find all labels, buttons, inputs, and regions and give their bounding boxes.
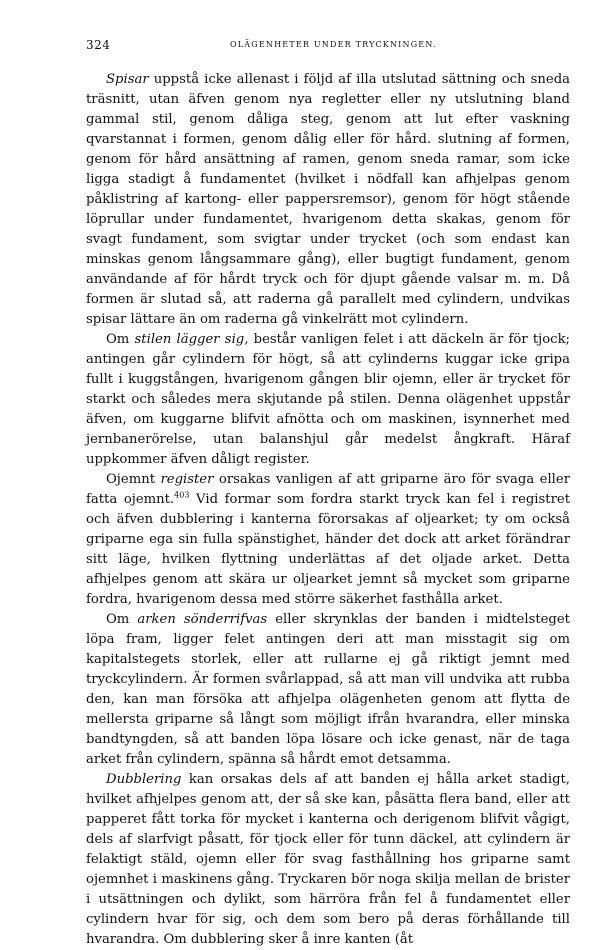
page-number: 324 [86,38,111,52]
paragraph-text: uppstå icke allenast i följd af illa utslutad sättning och sneda träsnitt, utan äfven genom nya regletter eller ny utslutning bland gammal stil, genom dåliga steg, genom att lut efter vaskning qvarstannat i formen, genom dålig eller för hård. slutning af formen, genom för hård ansättning af ramen, genom sneda ramar, som icke ligga stadigt å fundamentet (hvilket i nödfall kan afhjelpas genom påklistring af kartong- eller pappersremsor), genom för högt stående löprullar under fundamentet, hvarigenom detta skakas, genom för svagt fundament, som svigtar under trycket (och som endast kan minskas genom långsammare gång), eller bugtigt fundament, genom användande af för hårdt tryck och för djupt gående valsar m. m. Då formen är slutad så, att raderna gå parallelt med cylindern, undvikas spisar lättare än om raderna gå vinkelrätt mot cylindern. [86,72,570,327]
paragraph-text: eller skrynklas der banden i midtelsteget löpa fram, ligger felet antingen deri att man misstagit sig om kapitalstegets storlek, eller att rullarne ej gå riktigt jemnt med tryckcylindern. Är formen svårlappad, så att man vill undvika att rubba den, kan man försöka att afhjelpa olägenheten genom att flytta de mellersta griparne så långt som möjligt ifrån hvarandra, eller minska bandtyngden, så att banden löpa lösare och icke genast, när de taga arket från cylindern, spänna så hårdt emot detsamma. [86,612,570,767]
paragraph-text: består vanligen felet i att däckeln är för tjock; antingen går cylindern för högt, så att cylinderns kuggar icke gripa fullt i kuggstången, hvarigenom gången blir ojemn, eller är trycket för starkt och således mera skjutande på stilen. Denna olägenhet uppstår äfven, om kuggarne blifvit afnötta och om maskinen, isynnerhet med jernbanerörelse, utan balanshjul går medelst ångkraft. Häraf uppkommer äfven dåligt register. [86,332,570,467]
term-dubblering: Dubblering [106,772,182,787]
paragraph-text-continued: Vid formar som fordra starkt tryck kan fel i registret och äfven dubblering i kanterna förorsakas af oljearket; ty om också griparne ega sin fulla spänstighet, händer det dock att arket förändrar sitt läge, hvilken flyttning underlättas af det oljade arket. Detta afhjelpes genom att skära ur oljearket jemnt så mycket som griparne fordra, hvarigenom dessa med större säkerhet fasthålla arket. [86,492,571,607]
paragraph-spisar [86,70,570,330]
paragraph-dubblering [86,770,570,950]
page-header [86,38,570,58]
term-stilen: stilen lägger sig, [134,332,249,347]
paragraph-lead: Om [106,332,135,347]
paragraph-stilen [86,330,570,470]
paragraph-register [86,470,570,610]
paragraph-text: orsakas vanligen af att griparne äro för svaga eller fatta ojemnt. [86,472,570,507]
paragraph-text: kan orsakas dels af att banden ej hålla arket stadigt, hvilket afhjelpes genom att, der så ske kan, påsätta flera band, eller att papperet fått torka för mycket i kanterna och derigenom blifvit vågigt, dels af slarfvigt påsatt, för tjock eller för tunn däckel, att cylindern är felaktigt stäld, ojemn eller för svag fasthållning hos griparne samt ojemnhet i maskinens gång. Tryckaren bör noga skilja mellan de brister i utsättningen och dylikt, som härröra från fel å fundamentet eller cylindern hvar för sig, och dem som bero på deras förhållande till hvarandra. Om dubblering sker å inre kanten (åt [86,772,570,947]
term-spisar: Spisar [106,72,149,87]
paragraph-lead: Om [106,612,138,627]
footnote-marker: 403 [174,490,190,500]
running-title: OLÄGENHETER UNDER TRYCKNINGEN. [230,40,437,49]
term-register: register [160,472,214,487]
term-arken: arken sönderrifvas [137,612,268,627]
paragraph-arken [86,610,570,770]
paragraph-lead: Ojemnt [106,472,161,487]
book-page [86,38,570,950]
